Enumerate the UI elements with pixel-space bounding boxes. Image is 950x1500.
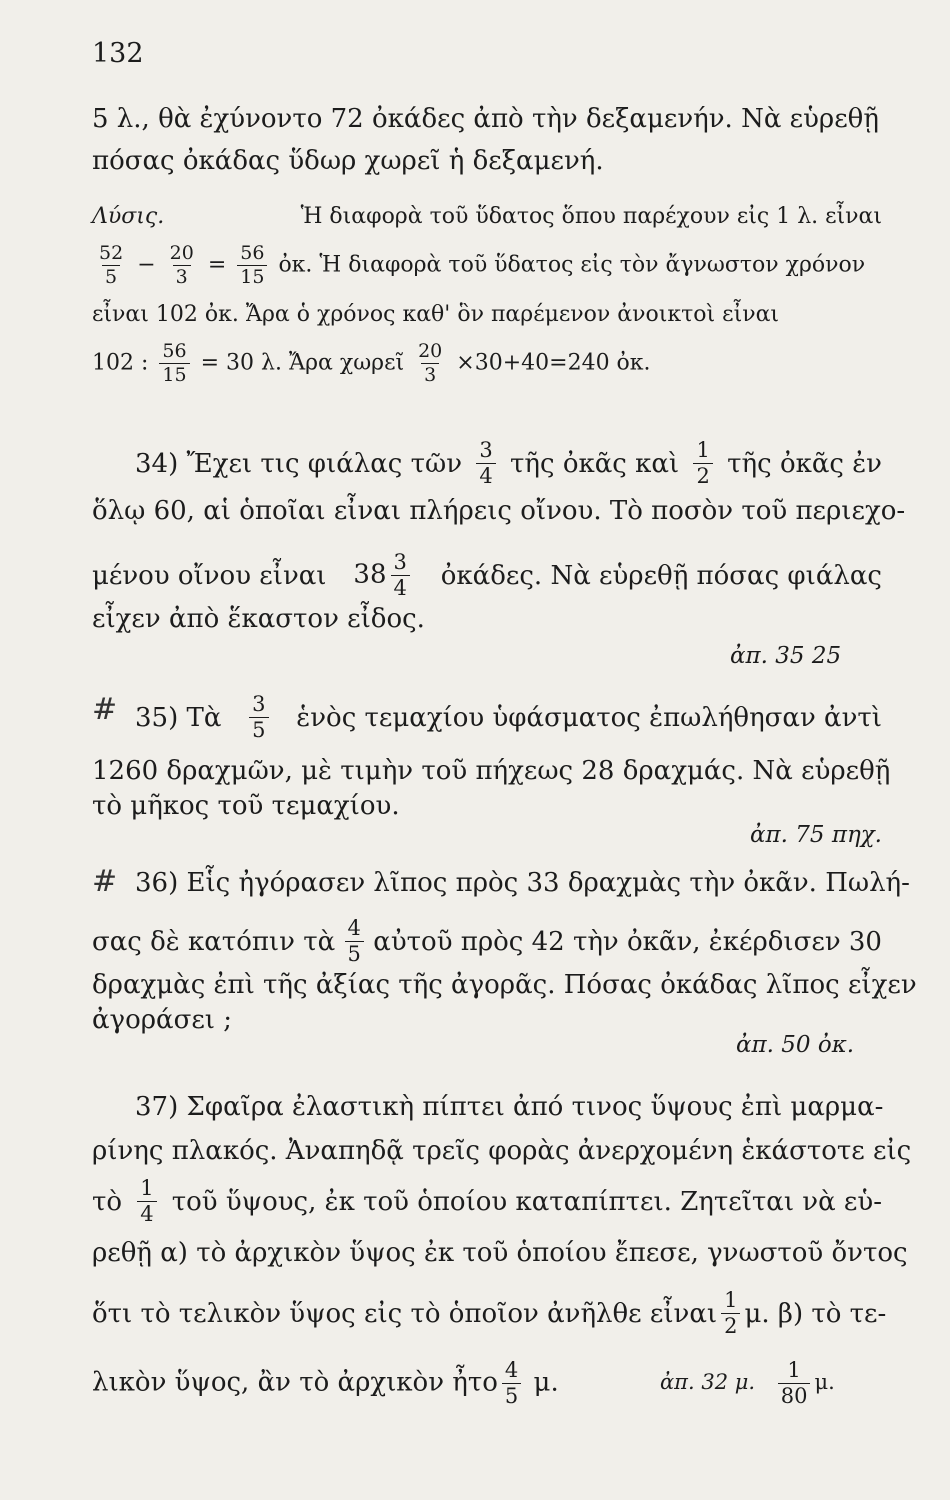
p36-answer: ἀπ. 50 ὀκ. bbox=[736, 1032, 855, 1058]
solution-text-2: ὀκ. Ἡ διαφορὰ τοῦ ὕδατος εἰς τὸν ἄγνωστον χρόνον bbox=[278, 252, 866, 278]
fraction: $\frac{56}{15}$ bbox=[159, 342, 189, 385]
intro-line-1: 5 λ., θὰ ἐχύνοντο 72 ὀκάδες ἀπὸ τὴν δεξαμενήν. Νὰ εὑρεθῇ bbox=[92, 104, 879, 134]
p37-line-3 bbox=[92, 1178, 882, 1225]
fraction: $\frac{56}{15}$ bbox=[237, 244, 267, 287]
p34-line-3 bbox=[92, 552, 882, 599]
minus-sign: − bbox=[137, 252, 156, 278]
p34-line-2: ὅλῳ 60, αἱ ὁποῖαι εἶναι πλήρεις οἴνου. Τὸ ποσὸν τοῦ περιεχο- bbox=[92, 496, 906, 526]
solution-line-3: εἶναι 102 ὀκ. Ἄρα ὁ χρόνος καθ' ὃν παρέμενον ἀνοικτοὶ εἶναι bbox=[92, 302, 780, 327]
fraction: $\frac{4}{5}$ bbox=[502, 1360, 521, 1407]
p34-line-4: εἶχεν ἀπὸ ἕκαστον εἶδος. bbox=[92, 604, 425, 634]
p37-text-5a: ὅτι τὸ τελικὸν ὕψος εἰς τὸ ὁποῖον ἀνῆλθε εἶναι bbox=[92, 1298, 718, 1329]
p37-line-1: 37) Σφαῖρα ἐλαστικὴ πίπτει ἀπό τινος ὕψους ἐπὶ μαρμα- bbox=[135, 1092, 884, 1122]
p35-answer: ἀπ. 75 πηχ. bbox=[750, 822, 882, 848]
p35-line-1 bbox=[135, 694, 882, 741]
solution-line-2 bbox=[92, 244, 882, 287]
p35-text-1a: 35) Τὰ bbox=[135, 702, 222, 733]
p37-text-6a: λικὸν ὕψος, ἂν τὸ ἀρχικὸν ἦτο bbox=[92, 1367, 498, 1398]
solution-text-4b: = 30 λ. Ἄρα χωρεῖ bbox=[200, 350, 405, 376]
p37-answer bbox=[660, 1360, 835, 1407]
intro-line-2: πόσας ὀκάδας ὕδωρ χωρεῖ ἡ δεξαμενή. bbox=[92, 146, 604, 176]
fraction: $\frac{3}{4}$ bbox=[476, 440, 495, 487]
fraction: $\frac{1}{2}$ bbox=[721, 1290, 740, 1337]
equals-sign: = bbox=[207, 252, 227, 278]
p34-text-1c: τῆς ὀκᾶς ἐν bbox=[727, 448, 882, 479]
fraction: $\frac{1}{2}$ bbox=[693, 440, 712, 487]
solution-line-1 bbox=[92, 202, 882, 232]
p37-text-6b: μ. bbox=[533, 1367, 559, 1398]
p35-line-3: τὸ μῆκος τοῦ τεμαχίου. bbox=[92, 791, 400, 821]
p36-text-2a: σας δὲ κατόπιν τὰ bbox=[92, 926, 336, 957]
p34-text-1b: τῆς ὀκᾶς καὶ bbox=[510, 448, 680, 479]
p34-mixed-whole: 38 bbox=[353, 559, 387, 590]
solution-label: Λύσις. bbox=[92, 204, 165, 229]
fraction: $\frac{4}{5}$ bbox=[345, 918, 364, 965]
fraction: $\frac{20}{3}$ bbox=[169, 242, 194, 288]
fraction: $\frac{52}{5}$ bbox=[99, 242, 124, 288]
solution-text-4c: ×30+40=240 ὀκ. bbox=[456, 350, 651, 376]
page-number: 132 bbox=[92, 38, 144, 69]
fraction: $\frac{1}{80}$ bbox=[778, 1360, 811, 1407]
p35-line-2: 1260 δραχμῶν, μὲ τιμὴν τοῦ πήχεως 28 δραχμάς. Νὰ εὑρεθῇ bbox=[92, 756, 891, 786]
p34-answer: ἀπ. 35 25 bbox=[730, 643, 842, 669]
p35-text-1b: ἑνὸς τεμαχίου ὑφάσματος ἐπωλήθησαν ἀντὶ bbox=[296, 702, 882, 733]
p37-answer-b: μ. bbox=[814, 1370, 835, 1394]
margin-mark: # bbox=[92, 692, 118, 727]
solution-line-4 bbox=[92, 342, 882, 385]
solution-text-4a: 102 : bbox=[92, 350, 149, 376]
p34-text-3c: ὀκάδες. Νὰ εὑρεθῇ πόσας φιάλας bbox=[440, 560, 882, 591]
p37-line-4: ρεθῇ α) τὸ ἀρχικὸν ὕψος ἐκ τοῦ ὁποίου ἔπεσε, γνωστοῦ ὄντος bbox=[92, 1238, 908, 1268]
p36-text-2b: αὐτοῦ πρὸς 42 τὴν ὀκᾶν, ἐκέρδισεν 30 bbox=[373, 926, 882, 957]
fraction: $\frac{20}{3}$ bbox=[418, 340, 443, 386]
p36-line-4: ἀγοράσει ; bbox=[92, 1005, 233, 1035]
p37-line-6 bbox=[92, 1360, 612, 1407]
p37-line-5 bbox=[92, 1288, 887, 1338]
p36-line-2 bbox=[92, 918, 882, 965]
solution-text-1: Ἡ διαφορὰ τοῦ ὕδατος ὅπου παρέχουν εἰς 1 λ. εἶναι bbox=[300, 204, 882, 229]
margin-mark: # bbox=[92, 864, 118, 899]
p36-line-1: 36) Εἷς ἠγόρασεν λῖπος πρὸς 33 δραχμὰς τὴν ὀκᾶν. Πωλή- bbox=[135, 868, 910, 898]
p37-line-2: ρίνης πλακός. Ἀναπηδᾷ τρεῖς φορὰς ἀνερχομένη ἑκάστοτε εἰς bbox=[92, 1136, 912, 1166]
fraction: $\frac{3}{4}$ bbox=[391, 552, 410, 599]
p37-answer-a: ἀπ. 32 μ. bbox=[660, 1370, 756, 1394]
fraction: $\frac{1}{4}$ bbox=[137, 1178, 156, 1225]
p36-line-3: δραχμὰς ἐπὶ τῆς ἀξίας τῆς ἀγορᾶς. Πόσας ὀκάδας λῖπος εἶχεν bbox=[92, 970, 917, 1000]
p34-text-1a: 34) Ἔχει τις φιάλας τῶν bbox=[135, 448, 463, 479]
p37-text-3a: τὸ bbox=[92, 1186, 123, 1217]
fraction: $\frac{3}{5}$ bbox=[249, 694, 268, 741]
p34-line-1 bbox=[135, 440, 882, 487]
p37-text-5b: μ. β) τὸ τε- bbox=[744, 1298, 887, 1329]
p37-text-3b: τοῦ ὕψους, ἐκ τοῦ ὁποίου καταπίπτει. Ζητεῖται νὰ εὑ- bbox=[171, 1186, 882, 1217]
p34-text-3a: μένου οἴνου εἶναι bbox=[92, 560, 327, 591]
